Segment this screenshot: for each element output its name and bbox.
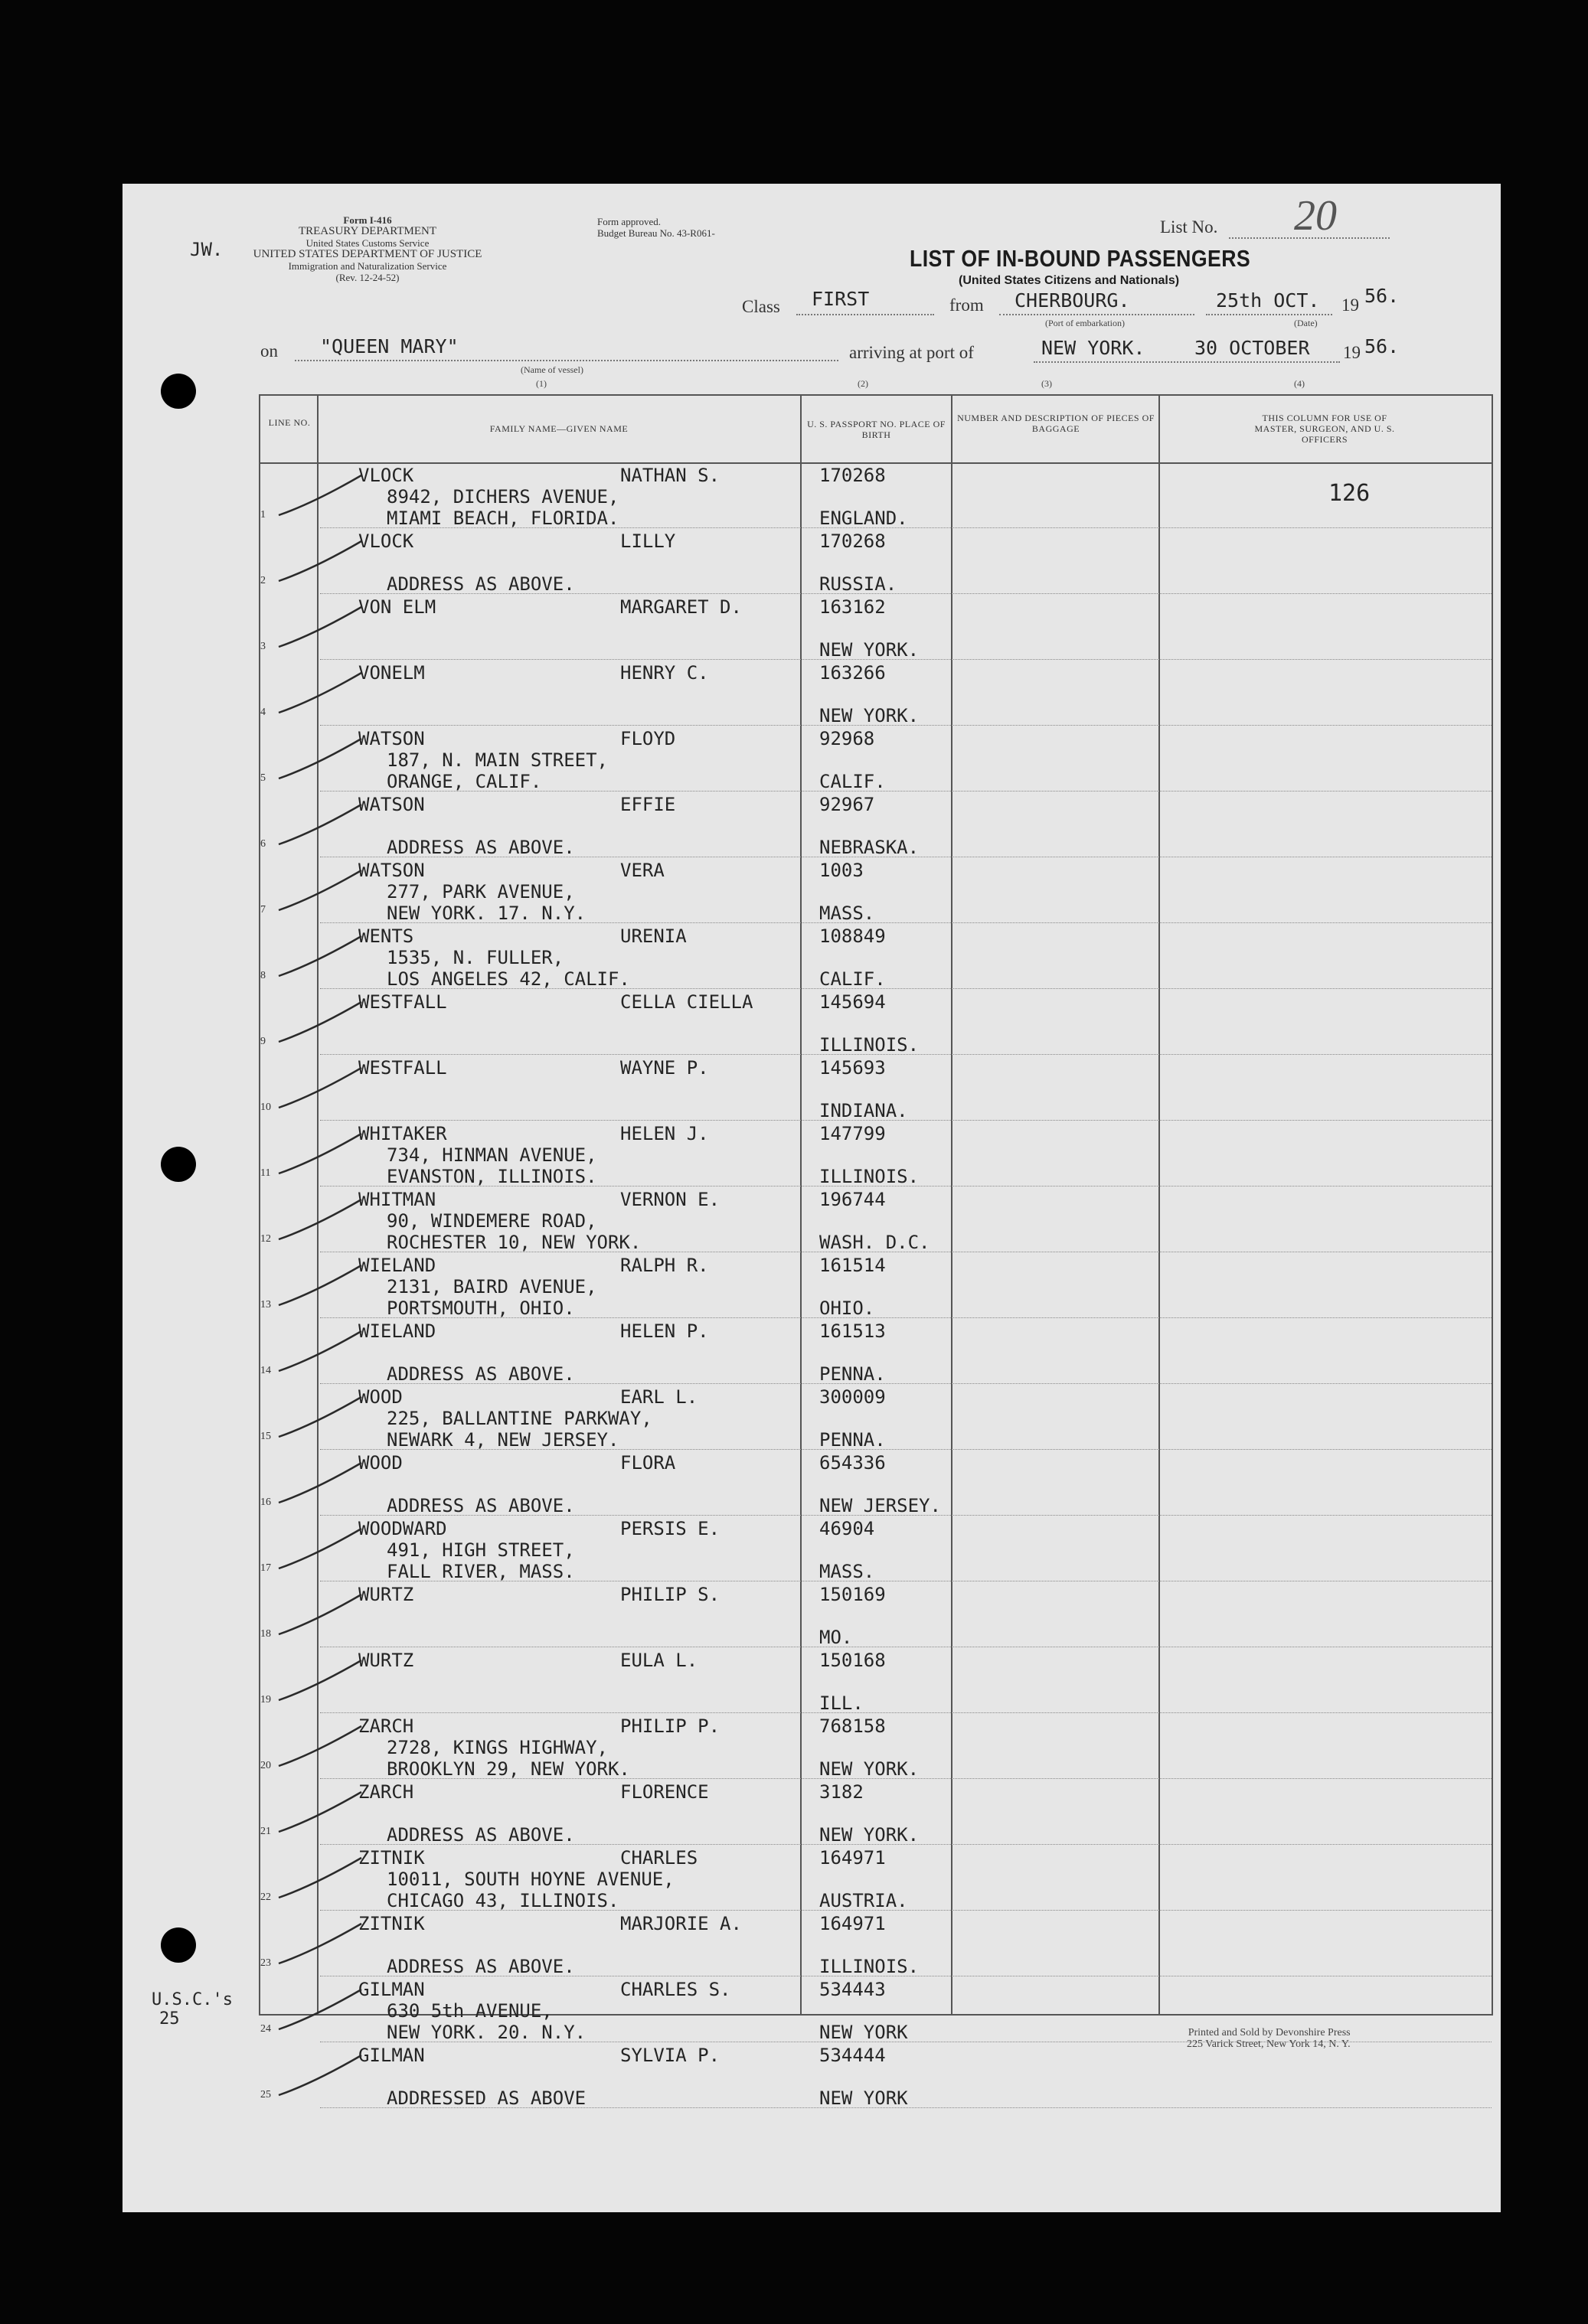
form-number: Form I-416 <box>343 214 392 226</box>
row-divider <box>320 2107 1492 2108</box>
address-line-1: 277, PARK AVENUE, <box>387 881 575 903</box>
address-line-2: BROOKLYN 29, NEW YORK. <box>387 1758 630 1780</box>
given-name: MARJORIE A. <box>620 1913 742 1934</box>
check-mark-icon <box>276 1394 368 1440</box>
given-name: VERA <box>620 860 665 881</box>
manifest-sheet <box>123 184 1501 2212</box>
check-mark-icon <box>276 1789 368 1835</box>
place-of-birth: PENNA. <box>819 1429 886 1451</box>
address-line-1: 8942, DICHERS AVENUE, <box>387 486 619 508</box>
family-name: WURTZ <box>358 1584 414 1605</box>
passport-number: 92968 <box>819 728 875 749</box>
check-mark-icon <box>276 1196 368 1242</box>
printer-line1: Printed and Sold by Devonshire Press <box>1188 2027 1351 2038</box>
customs-service: United States Customs Service <box>306 237 430 249</box>
row-divider <box>320 725 1492 726</box>
line-number: 19 <box>260 1694 271 1705</box>
place-of-birth: CALIF. <box>819 771 886 792</box>
passport-number: 161513 <box>819 1320 886 1342</box>
row-divider <box>320 593 1492 594</box>
place-of-birth: CALIF. <box>819 968 886 990</box>
address-line-2: PORTSMOUTH, OHIO. <box>387 1297 575 1319</box>
clerk-initials: JW. <box>190 239 224 260</box>
place-of-birth: AUSTRIA. <box>819 1890 908 1911</box>
place-of-birth: MASS. <box>819 903 875 924</box>
passport-number: 164971 <box>819 1913 886 1934</box>
given-name: PERSIS E. <box>620 1518 720 1539</box>
check-mark-icon <box>276 1065 368 1111</box>
line-number: 1 <box>260 509 266 521</box>
check-mark-icon <box>276 1460 368 1506</box>
given-name: CHARLES <box>620 1847 698 1869</box>
place-of-birth: ENGLAND. <box>819 508 908 529</box>
family-name: WOOD <box>358 1386 403 1408</box>
line-number: 18 <box>260 1628 271 1640</box>
form-revision: (Rev. 12-24-52) <box>335 272 400 283</box>
treasury-dept: TREASURY DEPARTMENT <box>298 225 437 237</box>
form-approved: Form approved. <box>597 216 662 227</box>
given-name: RALPH R. <box>620 1255 709 1276</box>
page-title: LIST OF IN-BOUND PASSENGERS <box>910 245 1251 272</box>
address-line-1: 630 5th AVENUE, <box>387 2000 553 2022</box>
row-divider <box>320 1317 1492 1318</box>
passport-number: 150169 <box>819 1584 886 1605</box>
given-name: HENRY C. <box>620 662 709 684</box>
check-mark-icon <box>276 472 368 518</box>
row-divider <box>320 988 1492 989</box>
line-number: 11 <box>260 1167 271 1179</box>
line-number: 5 <box>260 772 266 784</box>
passport-number: 196744 <box>819 1189 886 1210</box>
passport-number: 147799 <box>819 1123 886 1144</box>
passport-number: 534443 <box>819 1979 886 2000</box>
list-no-label: List No. <box>1160 217 1218 237</box>
address-line-2: ORANGE, CALIF. <box>387 771 542 792</box>
passport-number: 164971 <box>819 1847 886 1869</box>
line-number: 20 <box>260 1760 271 1771</box>
passport-number: 163162 <box>819 596 886 618</box>
check-mark-icon <box>276 736 368 782</box>
check-mark-icon <box>276 670 368 716</box>
line-number: 23 <box>260 1957 271 1969</box>
check-mark-icon <box>276 1591 368 1637</box>
passport-number: 768158 <box>819 1715 886 1737</box>
family-name: ZITNIK <box>358 1913 425 1934</box>
given-name: WAYNE P. <box>620 1057 709 1079</box>
address-line-1: 187, N. MAIN STREET, <box>387 749 608 771</box>
head-officers: THIS COLUMN FOR USE OF MASTER, SURGEON, AND U. S. OFFICERS <box>1254 413 1395 445</box>
line-number: 4 <box>260 707 266 718</box>
given-name: FLOYD <box>620 728 676 749</box>
from-label: from <box>949 295 984 315</box>
line-number: 12 <box>260 1233 271 1245</box>
row-divider <box>320 1120 1492 1121</box>
place-of-birth: RUSSIA. <box>819 573 897 595</box>
line-number: 2 <box>260 575 266 586</box>
col4-caption: (4) <box>1294 378 1305 389</box>
row-divider <box>320 1054 1492 1055</box>
family-name: WIELAND <box>358 1320 436 1342</box>
passport-number: 534444 <box>819 2045 886 2066</box>
line-number: 16 <box>260 1497 271 1508</box>
place-of-birth: MASS. <box>819 1561 875 1582</box>
address-line-2: MIAMI BEACH, FLORIDA. <box>387 508 619 529</box>
check-mark-icon <box>276 801 368 847</box>
class-label: Class <box>742 297 780 316</box>
family-name: WHITAKER <box>358 1123 447 1144</box>
address-line-2: NEW YORK. 17. N.Y. <box>387 903 587 924</box>
given-name: MARGARET D. <box>620 596 742 618</box>
check-mark-icon <box>276 1131 368 1177</box>
arriving-label: arriving at port of <box>849 343 974 362</box>
given-name: PHILIP P. <box>620 1715 720 1737</box>
list-no-handwritten: 20 <box>1294 192 1337 240</box>
head-baggage: NUMBER AND DESCRIPTION OF PIECES OF BAGGAGE <box>957 413 1155 434</box>
place-of-birth: INDIANA. <box>819 1100 908 1121</box>
line-number: 25 <box>260 2089 271 2100</box>
given-name: HELEN J. <box>620 1123 709 1144</box>
family-name: WESTFALL <box>358 1057 447 1079</box>
printer-line2: 225 Varick Street, New York 14, N. Y. <box>1187 2038 1351 2050</box>
address-line-2: ADDRESS AS ABOVE. <box>387 1363 575 1385</box>
address-line-2: LOS ANGELES 42, CALIF. <box>387 968 630 990</box>
line-number: 9 <box>260 1036 266 1047</box>
check-mark-icon <box>276 1262 368 1308</box>
punch-hole <box>161 1147 196 1182</box>
class-value: FIRST <box>812 288 870 310</box>
family-name: WATSON <box>358 728 425 749</box>
line-number: 13 <box>260 1299 271 1311</box>
passport-number: 92967 <box>819 794 875 815</box>
address-line-2: FALL RIVER, MASS. <box>387 1561 575 1582</box>
on-label: on <box>260 341 278 361</box>
ins-service: Immigration and Naturalization Service <box>288 260 447 272</box>
check-mark-icon <box>276 1526 368 1572</box>
line-number: 15 <box>260 1431 271 1442</box>
place-of-birth: NEW JERSEY. <box>819 1495 941 1516</box>
arrival-year: 56. <box>1364 335 1400 357</box>
justice-dept: UNITED STATES DEPARTMENT OF JUSTICE <box>253 248 482 260</box>
family-name: WURTZ <box>358 1650 414 1671</box>
place-of-birth: NEW YORK. <box>819 639 920 661</box>
family-name: GILMAN <box>358 2045 425 2066</box>
check-mark-icon <box>276 1328 368 1374</box>
row-divider <box>320 1383 1492 1384</box>
family-name: VONELM <box>358 662 425 684</box>
check-mark-icon <box>276 1986 368 2032</box>
year-prefix: 19 <box>1341 295 1359 315</box>
place-of-birth: NEW YORK. <box>819 705 920 726</box>
family-name: WOOD <box>358 1452 403 1474</box>
row-divider <box>320 527 1492 528</box>
family-name: GILMAN <box>358 1979 425 2000</box>
given-name: HELEN P. <box>620 1320 709 1342</box>
check-mark-icon <box>276 2052 368 2098</box>
line-number: 6 <box>260 838 266 850</box>
address-line-2: ADDRESS AS ABOVE. <box>387 1495 575 1516</box>
budget-bureau: Budget Bureau No. 43-R061- <box>597 227 715 239</box>
address-line-1: 10011, SOUTH HOYNE AVENUE, <box>387 1869 675 1890</box>
officer-note: 126 <box>1328 480 1371 507</box>
given-name: EFFIE <box>620 794 676 815</box>
place-of-birth: PENNA. <box>819 1363 886 1385</box>
given-name: FLORENCE <box>620 1781 709 1803</box>
place-of-birth: NEW YORK. <box>819 1758 920 1780</box>
address-line-1: 1535, N. FULLER, <box>387 947 564 968</box>
family-name: ZARCH <box>358 1715 414 1737</box>
check-mark-icon <box>276 1921 368 1967</box>
row-divider <box>320 1778 1492 1779</box>
family-name: WENTS <box>358 925 414 947</box>
passport-number: 46904 <box>819 1518 875 1539</box>
family-name: WESTFALL <box>358 991 447 1013</box>
row-divider <box>320 1844 1492 1845</box>
check-mark-icon <box>276 604 368 650</box>
page-subtitle: (United States Citizens and Nationals) <box>959 274 1180 287</box>
arrival-port: NEW YORK. <box>1041 337 1145 359</box>
given-name: LILLY <box>620 530 676 552</box>
given-name: EULA L. <box>620 1650 698 1671</box>
place-of-birth: ILLINOIS. <box>819 1956 920 1977</box>
port-of-embarkation: CHERBOURG. <box>1015 289 1130 312</box>
place-of-birth: ILL. <box>819 1692 864 1714</box>
address-line-2: ADDRESS AS ABOVE. <box>387 1956 575 1977</box>
row-divider <box>320 659 1492 660</box>
address-line-2: CHICAGO 43, ILLINOIS. <box>387 1890 619 1911</box>
row-divider <box>320 1515 1492 1516</box>
row-divider <box>320 1910 1492 1911</box>
passport-number: 108849 <box>819 925 886 947</box>
arrival-year-prefix: 19 <box>1343 343 1361 362</box>
passport-number: 170268 <box>819 465 886 486</box>
line-number: 14 <box>260 1365 271 1376</box>
given-name: FLORA <box>620 1452 676 1474</box>
line-number: 22 <box>260 1892 271 1903</box>
port-embark-caption: (Port of embarkation) <box>1045 318 1125 328</box>
head-line-no: LINE NO. <box>268 417 311 428</box>
family-name: ZARCH <box>358 1781 414 1803</box>
family-name: VLOCK <box>358 530 414 552</box>
given-name: CELLA CIELLA <box>620 991 753 1013</box>
row-divider <box>320 922 1492 923</box>
given-name: PHILIP S. <box>620 1584 720 1605</box>
check-mark-icon <box>276 538 368 584</box>
margin-note-line2: 25 <box>159 2009 180 2029</box>
family-name: ZITNIK <box>358 1847 425 1869</box>
margin-note-line1: U.S.C.'s <box>152 1990 233 2009</box>
address-line-1: 225, BALLANTINE PARKWAY, <box>387 1408 652 1429</box>
address-line-1: 2728, KINGS HIGHWAY, <box>387 1737 608 1758</box>
col2-caption: (2) <box>858 378 868 389</box>
row-divider <box>320 1712 1492 1713</box>
address-line-2: ADDRESS AS ABOVE. <box>387 1824 575 1846</box>
place-of-birth: NEW YORK <box>819 2087 908 2109</box>
check-mark-icon <box>276 999 368 1045</box>
passport-number: 145693 <box>819 1057 886 1079</box>
family-name: WOODWARD <box>358 1518 447 1539</box>
address-line-2: ADDRESS AS ABOVE. <box>387 573 575 595</box>
family-name: WHITMAN <box>358 1189 436 1210</box>
punch-hole <box>161 374 196 409</box>
arrival-date: 30 OCTOBER <box>1194 337 1310 359</box>
family-name: VLOCK <box>358 465 414 486</box>
passport-number: 654336 <box>819 1452 886 1474</box>
form-agency-block <box>253 214 482 283</box>
punch-hole <box>161 1927 196 1963</box>
place-of-birth: MO. <box>819 1627 853 1648</box>
given-name: CHARLES S. <box>620 1979 731 2000</box>
date-caption: (Date) <box>1294 318 1318 328</box>
passport-number: 163266 <box>819 662 886 684</box>
address-line-2: EVANSTON, ILLINOIS. <box>387 1166 597 1187</box>
family-name: WIELAND <box>358 1255 436 1276</box>
place-of-birth: ILLINOIS. <box>819 1034 920 1056</box>
approval-block <box>597 216 715 239</box>
family-name: VON ELM <box>358 596 436 618</box>
given-name: VERNON E. <box>620 1189 720 1210</box>
place-of-birth: ILLINOIS. <box>819 1166 920 1187</box>
passport-number: 161514 <box>819 1255 886 1276</box>
head-passport: U. S. PASSPORT NO. PLACE OF BIRTH <box>807 419 946 440</box>
passport-number: 145694 <box>819 991 886 1013</box>
vessel-name: "QUEEN MARY" <box>320 335 459 357</box>
address-line-2: ADDRESSED AS ABOVE <box>387 2087 587 2109</box>
place-of-birth: NEBRASKA. <box>819 837 920 858</box>
margin-note <box>152 1990 233 2029</box>
row-divider <box>320 791 1492 792</box>
address-line-2: NEWARK 4, NEW JERSEY. <box>387 1429 619 1451</box>
passport-number: 170268 <box>819 530 886 552</box>
address-line-1: 734, HINMAN AVENUE, <box>387 1144 597 1166</box>
head-name: FAMILY NAME—GIVEN NAME <box>489 423 629 434</box>
col3-caption: (3) <box>1041 378 1052 389</box>
address-line-2: ADDRESS AS ABOVE. <box>387 837 575 858</box>
given-name: NATHAN S. <box>620 465 720 486</box>
line-number: 7 <box>260 904 266 916</box>
line-number: 3 <box>260 641 266 652</box>
embark-year: 56. <box>1364 285 1400 307</box>
line-number: 17 <box>260 1562 271 1574</box>
check-mark-icon <box>276 1723 368 1769</box>
printer-imprint <box>1187 2027 1351 2050</box>
address-line-2: ROCHESTER 10, NEW YORK. <box>387 1232 642 1253</box>
check-mark-icon <box>276 933 368 979</box>
place-of-birth: NEW YORK. <box>819 1824 920 1846</box>
vessel-caption: (Name of vessel) <box>521 364 583 375</box>
family-name: WATSON <box>358 860 425 881</box>
given-name: EARL L. <box>620 1386 698 1408</box>
passport-number: 300009 <box>819 1386 886 1408</box>
address-line-2: NEW YORK. 20. N.Y. <box>387 2022 587 2043</box>
line-number: 21 <box>260 1826 271 1837</box>
embark-date: 25th OCT. <box>1216 289 1320 312</box>
row-divider <box>320 1449 1492 1450</box>
check-mark-icon <box>276 1855 368 1901</box>
vessel-caption-no: (1) <box>536 378 547 389</box>
address-line-1: 90, WINDEMERE ROAD, <box>387 1210 597 1232</box>
line-number: 10 <box>260 1102 271 1113</box>
address-line-1: 2131, BAIRD AVENUE, <box>387 1276 597 1297</box>
line-number: 8 <box>260 970 266 981</box>
place-of-birth: OHIO. <box>819 1297 875 1319</box>
passport-number: 1003 <box>819 860 864 881</box>
passport-number: 150168 <box>819 1650 886 1671</box>
check-mark-icon <box>276 1657 368 1703</box>
line-number: 24 <box>260 2023 271 2035</box>
place-of-birth: NEW YORK <box>819 2022 908 2043</box>
check-mark-icon <box>276 867 368 913</box>
address-line-1: 491, HIGH STREET, <box>387 1539 575 1561</box>
family-name: WATSON <box>358 794 425 815</box>
place-of-birth: WASH. D.C. <box>819 1232 930 1253</box>
given-name: SYLVIA P. <box>620 2045 720 2066</box>
passport-number: 3182 <box>819 1781 864 1803</box>
given-name: URENIA <box>620 925 687 947</box>
